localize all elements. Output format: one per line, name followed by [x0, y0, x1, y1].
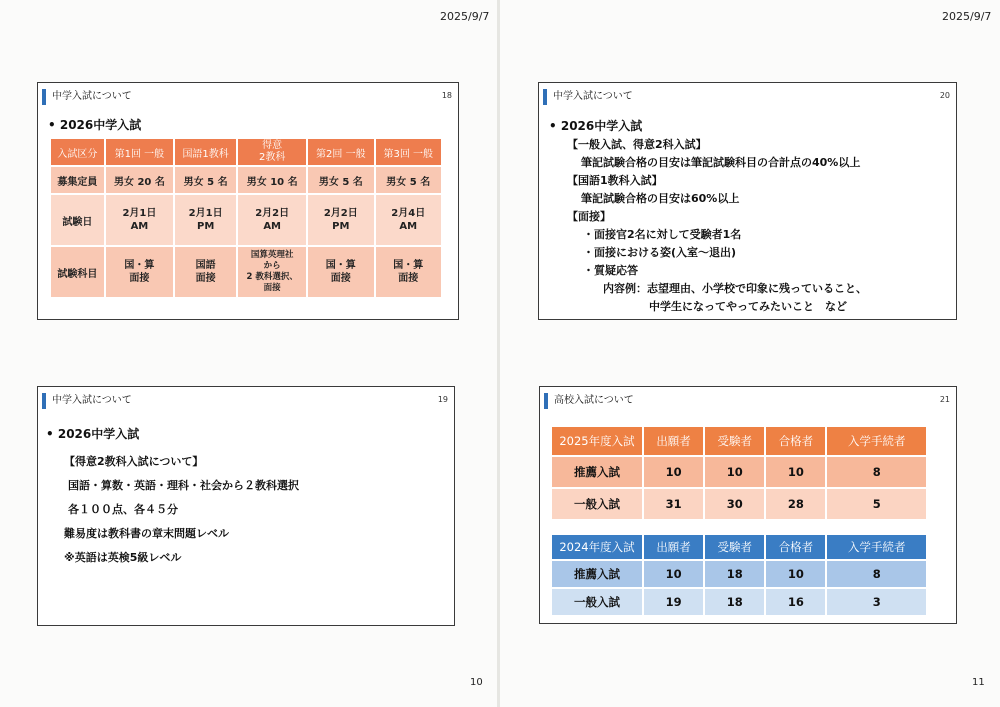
slide-bullet: • 2026中学入試	[46, 427, 140, 441]
table-cell: 10	[644, 561, 703, 587]
table-cell: 3	[827, 589, 926, 615]
table-row	[552, 457, 926, 487]
table-cell: 男女 5 名	[175, 167, 236, 193]
header-cell: 入学手続者	[827, 535, 926, 559]
slide-header: 中学入試について	[42, 393, 132, 409]
table-cell: 16	[766, 589, 825, 615]
text-line: 内容例：志望理由、小学校で印象に残っていること、	[603, 282, 867, 295]
header-cell: 受験者	[705, 427, 764, 455]
table-cell: 国・算 面接	[308, 247, 373, 297]
text-line: ※英語は英検5級レベル	[64, 551, 182, 564]
table-cell: 2月1日 PM	[175, 195, 236, 245]
table-cell: 2月1日 AM	[106, 195, 173, 245]
table-cell: 国・算 面接	[376, 247, 441, 297]
table-cell: 10	[705, 457, 764, 487]
table-cell: 男女 10 名	[238, 167, 306, 193]
table-cell: 10	[766, 457, 825, 487]
header-cell: 国語1教科	[175, 139, 236, 165]
header-cell: 合格者	[766, 535, 825, 559]
table-cell: 男女 5 名	[376, 167, 441, 193]
slide-18	[37, 82, 459, 320]
table-cell: 31	[644, 489, 703, 519]
table-cell: 19	[644, 589, 703, 615]
slide-21	[539, 386, 957, 624]
table-header-row	[552, 427, 926, 455]
table-cell: 2月2日 PM	[308, 195, 373, 245]
table-cell: 2月4日 AM	[376, 195, 441, 245]
header-cell: 出願者	[644, 535, 703, 559]
table-cell: 男女 20 名	[106, 167, 173, 193]
table-row	[51, 167, 441, 193]
header-cell: 合格者	[766, 427, 825, 455]
slide-bullet: • 2026中学入試	[549, 119, 643, 133]
table-cell: 28	[766, 489, 825, 519]
table-cell: 国算英理社 から 2 教科選択、 面接	[238, 247, 306, 297]
header-cell: 出願者	[644, 427, 703, 455]
table-cell: 18	[705, 589, 764, 615]
table-header-row	[51, 139, 441, 165]
text-line: ・面接における姿(入室〜退出)	[583, 246, 737, 259]
right-page	[500, 0, 1000, 707]
text-line: 各１００点、各４５分	[68, 503, 178, 516]
left-page	[0, 0, 497, 707]
row-label: 試験科目	[51, 247, 104, 297]
slide-header: 高校入試について	[544, 393, 634, 409]
slide-number: 21	[939, 395, 950, 404]
slide-header: 中学入試について	[42, 89, 132, 105]
row-label: 一般入試	[552, 589, 642, 615]
slide-number: 19	[437, 395, 448, 404]
text-line: 中学生になってやってみたいこと など	[649, 300, 847, 313]
row-label: 推薦入試	[552, 561, 642, 587]
table-row	[552, 489, 926, 519]
header-cell: 2024年度入試	[552, 535, 642, 559]
text-line: 筆記試験合格の目安は筆記試験科目の合計点の40%以上	[581, 156, 861, 169]
row-label: 推薦入試	[552, 457, 642, 487]
text-line: 難易度は教科書の章末問題レベル	[64, 527, 229, 540]
text-line: ・面接官2名に対して受験者1名	[583, 228, 742, 241]
table-cell: 8	[827, 561, 926, 587]
table-cell: 10	[766, 561, 825, 587]
admission-table-2024	[550, 533, 928, 617]
header-cell: 入試区分	[51, 139, 104, 165]
table-header-row	[552, 535, 926, 559]
header-cell: 第2回 一般	[308, 139, 373, 165]
table-row	[51, 195, 441, 245]
text-line: 【面接】	[567, 210, 611, 223]
table-cell: 国・算 面接	[106, 247, 173, 297]
table-row	[552, 561, 926, 587]
slide-number: 18	[441, 91, 452, 100]
page-date: 2025/9/7	[942, 10, 992, 23]
page-number: 11	[972, 677, 985, 688]
row-label: 募集定員	[51, 167, 104, 193]
text-line: 【一般入試、得意2科入試】	[567, 138, 707, 151]
row-label: 一般入試	[552, 489, 642, 519]
slide-header: 中学入試について	[543, 89, 633, 105]
header-cell: 2025年度入試	[552, 427, 642, 455]
table-cell: 男女 5 名	[308, 167, 373, 193]
header-cell: 第1回 一般	[106, 139, 173, 165]
header-cell: 入学手続者	[827, 427, 926, 455]
text-line: ・質疑応答	[583, 264, 638, 277]
header-cell: 受験者	[705, 535, 764, 559]
table-cell: 10	[644, 457, 703, 487]
text-line: 筆記試験合格の目安は60%以上	[581, 192, 740, 205]
table-cell: 8	[827, 457, 926, 487]
exam-schedule-table	[49, 137, 443, 299]
table-row	[51, 247, 441, 297]
table-cell: 18	[705, 561, 764, 587]
row-label: 試験日	[51, 195, 104, 245]
table-cell: 国語 面接	[175, 247, 236, 297]
table-cell: 5	[827, 489, 926, 519]
header-cell: 得意 2教科	[238, 139, 306, 165]
table-cell: 2月2日 AM	[238, 195, 306, 245]
page-date: 2025/9/7	[440, 10, 490, 23]
text-line: 国語・算数・英語・理科・社会から２教科選択	[68, 479, 299, 492]
page-number: 10	[470, 677, 483, 688]
slide-20	[538, 82, 957, 320]
table-row	[552, 589, 926, 615]
slide-bullet: • 2026中学入試	[48, 118, 142, 132]
slide-number: 20	[939, 91, 950, 100]
admission-table-2025	[550, 425, 928, 521]
table-cell: 30	[705, 489, 764, 519]
text-line: 【得意2教科入試について】	[64, 455, 204, 468]
text-line: 【国語1教科入試】	[567, 174, 663, 187]
slide-19	[37, 386, 455, 626]
header-cell: 第3回 一般	[376, 139, 441, 165]
